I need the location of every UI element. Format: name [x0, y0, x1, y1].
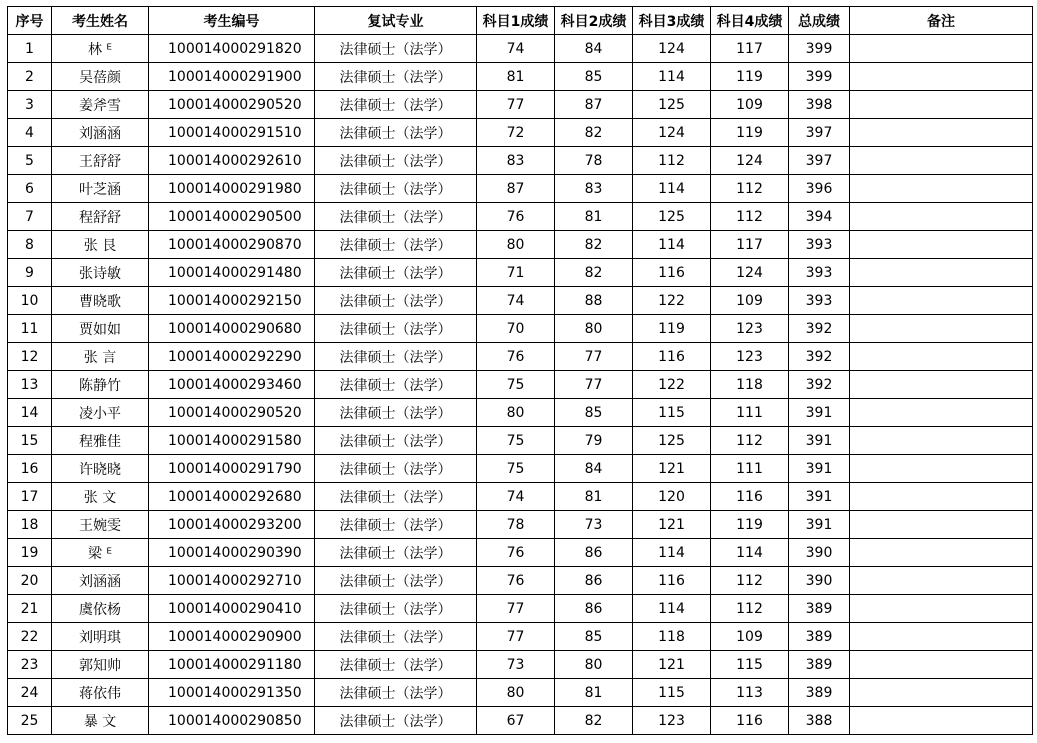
total-cell: 388 [789, 707, 850, 735]
seq-cell: 3 [8, 91, 52, 119]
name-cell: 张 文 [52, 483, 149, 511]
seq-cell: 7 [8, 203, 52, 231]
subject4-cell: 119 [711, 511, 789, 539]
subject3-cell: 115 [633, 399, 711, 427]
major-cell: 法律硕士（法学） [315, 35, 477, 63]
subject4-cell: 114 [711, 539, 789, 567]
subject2-cell: 81 [555, 483, 633, 511]
table-row [8, 567, 1033, 595]
subject2-header: 科目2成绩 [555, 7, 633, 35]
subject3-cell: 116 [633, 343, 711, 371]
seq-cell: 5 [8, 147, 52, 175]
name-cell: 叶芝涵 [52, 175, 149, 203]
table-row [8, 315, 1033, 343]
name-cell: 梁 ᴱ [52, 539, 149, 567]
subject2-cell: 82 [555, 119, 633, 147]
subject3-cell: 124 [633, 119, 711, 147]
remark-cell [850, 63, 1033, 91]
score-table [7, 6, 1033, 735]
table-row [8, 651, 1033, 679]
subject4-cell: 109 [711, 91, 789, 119]
name-cell: 暴 文 [52, 707, 149, 735]
subject1-cell: 67 [477, 707, 555, 735]
id-cell: 100014000290500 [149, 203, 315, 231]
subject4-cell: 123 [711, 315, 789, 343]
name-cell: 刘涵涵 [52, 119, 149, 147]
major-cell: 法律硕士（法学） [315, 91, 477, 119]
subject2-cell: 84 [555, 455, 633, 483]
subject1-header: 科目1成绩 [477, 7, 555, 35]
subject2-cell: 86 [555, 595, 633, 623]
remark-cell [850, 539, 1033, 567]
remark-cell [850, 203, 1033, 231]
name-cell: 虞依杨 [52, 595, 149, 623]
subject3-cell: 115 [633, 679, 711, 707]
name-cell: 曹晓歌 [52, 287, 149, 315]
subject1-cell: 76 [477, 539, 555, 567]
id-cell: 100014000292710 [149, 567, 315, 595]
subject4-cell: 112 [711, 203, 789, 231]
remark-cell [850, 595, 1033, 623]
subject3-cell: 123 [633, 707, 711, 735]
table-row [8, 455, 1033, 483]
total-cell: 393 [789, 231, 850, 259]
subject3-cell: 114 [633, 175, 711, 203]
total-cell: 397 [789, 119, 850, 147]
subject1-cell: 76 [477, 203, 555, 231]
id-cell: 100014000291510 [149, 119, 315, 147]
id-cell: 100014000293200 [149, 511, 315, 539]
table-row [8, 427, 1033, 455]
total-cell: 397 [789, 147, 850, 175]
id-cell: 100014000291480 [149, 259, 315, 287]
subject2-cell: 77 [555, 343, 633, 371]
seq-cell: 10 [8, 287, 52, 315]
remark-cell [850, 371, 1033, 399]
table-row [8, 679, 1033, 707]
total-cell: 393 [789, 259, 850, 287]
remark-cell [850, 315, 1033, 343]
subject4-cell: 123 [711, 343, 789, 371]
subject1-cell: 78 [477, 511, 555, 539]
total-cell: 392 [789, 315, 850, 343]
subject2-cell: 82 [555, 707, 633, 735]
id-cell: 100014000292290 [149, 343, 315, 371]
major-cell: 法律硕士（法学） [315, 371, 477, 399]
remark-cell [850, 623, 1033, 651]
id-cell: 100014000290410 [149, 595, 315, 623]
major-cell: 法律硕士（法学） [315, 231, 477, 259]
id-cell: 100014000292680 [149, 483, 315, 511]
total-cell: 399 [789, 35, 850, 63]
table-row [8, 119, 1033, 147]
subject4-cell: 119 [711, 63, 789, 91]
id-cell: 100014000290900 [149, 623, 315, 651]
subject3-cell: 114 [633, 539, 711, 567]
major-cell: 法律硕士（法学） [315, 427, 477, 455]
remark-cell [850, 511, 1033, 539]
seq-cell: 11 [8, 315, 52, 343]
remark-cell [850, 91, 1033, 119]
remark-cell [850, 455, 1033, 483]
subject2-cell: 84 [555, 35, 633, 63]
subject1-cell: 72 [477, 119, 555, 147]
total-cell: 391 [789, 399, 850, 427]
remark-cell [850, 343, 1033, 371]
name-cell: 贾如如 [52, 315, 149, 343]
id-cell: 100014000292150 [149, 287, 315, 315]
major-cell: 法律硕士（法学） [315, 623, 477, 651]
subject3-cell: 116 [633, 567, 711, 595]
subject4-cell: 113 [711, 679, 789, 707]
table-row [8, 595, 1033, 623]
total-cell: 389 [789, 623, 850, 651]
subject3-cell: 118 [633, 623, 711, 651]
subject4-cell: 124 [711, 259, 789, 287]
name-cell: 张 言 [52, 343, 149, 371]
seq-cell: 18 [8, 511, 52, 539]
id-cell: 100014000290850 [149, 707, 315, 735]
seq-cell: 12 [8, 343, 52, 371]
subject4-header: 科目4成绩 [711, 7, 789, 35]
id-cell: 100014000290520 [149, 91, 315, 119]
name-cell: 王婉雯 [52, 511, 149, 539]
remark-cell [850, 35, 1033, 63]
major-cell: 法律硕士（法学） [315, 287, 477, 315]
seq-cell: 22 [8, 623, 52, 651]
remark-cell [850, 287, 1033, 315]
major-cell: 法律硕士（法学） [315, 651, 477, 679]
name-cell: 郭知帅 [52, 651, 149, 679]
subject3-cell: 114 [633, 595, 711, 623]
major-cell: 法律硕士（法学） [315, 567, 477, 595]
subject3-cell: 121 [633, 455, 711, 483]
table-row [8, 399, 1033, 427]
total-cell: 392 [789, 371, 850, 399]
id-cell: 100014000291790 [149, 455, 315, 483]
subject3-header: 科目3成绩 [633, 7, 711, 35]
seq-cell: 25 [8, 707, 52, 735]
table-row [8, 483, 1033, 511]
subject1-cell: 76 [477, 567, 555, 595]
seq-cell: 23 [8, 651, 52, 679]
total-cell: 389 [789, 651, 850, 679]
subject2-cell: 87 [555, 91, 633, 119]
name-cell: 张 艮 [52, 231, 149, 259]
header-row [8, 7, 1033, 35]
subject2-cell: 85 [555, 63, 633, 91]
remark-cell [850, 427, 1033, 455]
seq-cell: 2 [8, 63, 52, 91]
subject1-cell: 83 [477, 147, 555, 175]
subject2-cell: 80 [555, 315, 633, 343]
total-cell: 391 [789, 427, 850, 455]
subject1-cell: 73 [477, 651, 555, 679]
subject3-cell: 125 [633, 91, 711, 119]
major-cell: 法律硕士（法学） [315, 539, 477, 567]
table-row [8, 539, 1033, 567]
subject2-cell: 82 [555, 231, 633, 259]
total-cell: 396 [789, 175, 850, 203]
id-cell: 100014000293460 [149, 371, 315, 399]
table-row [8, 287, 1033, 315]
major-cell: 法律硕士（法学） [315, 175, 477, 203]
subject2-cell: 85 [555, 399, 633, 427]
subject2-cell: 77 [555, 371, 633, 399]
major-header: 复试专业 [315, 7, 477, 35]
subject4-cell: 117 [711, 35, 789, 63]
subject1-cell: 77 [477, 623, 555, 651]
seq-cell: 1 [8, 35, 52, 63]
remark-header: 备注 [850, 7, 1033, 35]
total-cell: 393 [789, 287, 850, 315]
name-cell: 吴蓓颜 [52, 63, 149, 91]
subject3-cell: 114 [633, 231, 711, 259]
subject4-cell: 117 [711, 231, 789, 259]
subject3-cell: 119 [633, 315, 711, 343]
remark-cell [850, 707, 1033, 735]
subject1-cell: 77 [477, 595, 555, 623]
name-cell: 林 ᴱ [52, 35, 149, 63]
id-cell: 100014000290520 [149, 399, 315, 427]
seq-header: 序号 [8, 7, 52, 35]
table-row [8, 63, 1033, 91]
name-cell: 程舒舒 [52, 203, 149, 231]
total-cell: 389 [789, 679, 850, 707]
remark-cell [850, 119, 1033, 147]
seq-cell: 9 [8, 259, 52, 287]
seq-cell: 15 [8, 427, 52, 455]
subject4-cell: 111 [711, 399, 789, 427]
total-cell: 391 [789, 483, 850, 511]
total-cell: 391 [789, 511, 850, 539]
table-row [8, 511, 1033, 539]
remark-cell [850, 175, 1033, 203]
major-cell: 法律硕士（法学） [315, 511, 477, 539]
subject2-cell: 85 [555, 623, 633, 651]
id-cell: 100014000290390 [149, 539, 315, 567]
name-cell: 陈静竹 [52, 371, 149, 399]
subject2-cell: 82 [555, 259, 633, 287]
seq-cell: 16 [8, 455, 52, 483]
subject3-cell: 124 [633, 35, 711, 63]
table-row [8, 147, 1033, 175]
table-row [8, 707, 1033, 735]
name-header: 考生姓名 [52, 7, 149, 35]
table-row [8, 623, 1033, 651]
major-cell: 法律硕士（法学） [315, 63, 477, 91]
seq-cell: 24 [8, 679, 52, 707]
remark-cell [850, 399, 1033, 427]
subject3-cell: 116 [633, 259, 711, 287]
seq-cell: 20 [8, 567, 52, 595]
name-cell: 许晓晓 [52, 455, 149, 483]
total-cell: 392 [789, 343, 850, 371]
table-row [8, 175, 1033, 203]
id-header: 考生编号 [149, 7, 315, 35]
subject3-cell: 112 [633, 147, 711, 175]
subject2-cell: 86 [555, 539, 633, 567]
subject4-cell: 116 [711, 707, 789, 735]
id-cell: 100014000291980 [149, 175, 315, 203]
table-row [8, 203, 1033, 231]
id-cell: 100014000291580 [149, 427, 315, 455]
subject1-cell: 70 [477, 315, 555, 343]
total-cell: 394 [789, 203, 850, 231]
subject2-cell: 79 [555, 427, 633, 455]
subject4-cell: 112 [711, 567, 789, 595]
id-cell: 100014000291350 [149, 679, 315, 707]
id-cell: 100014000292610 [149, 147, 315, 175]
major-cell: 法律硕士（法学） [315, 399, 477, 427]
subject4-cell: 118 [711, 371, 789, 399]
subject4-cell: 124 [711, 147, 789, 175]
subject1-cell: 77 [477, 91, 555, 119]
total-cell: 389 [789, 595, 850, 623]
subject3-cell: 122 [633, 371, 711, 399]
subject1-cell: 81 [477, 63, 555, 91]
major-cell: 法律硕士（法学） [315, 679, 477, 707]
subject1-cell: 74 [477, 35, 555, 63]
subject1-cell: 75 [477, 427, 555, 455]
subject1-cell: 71 [477, 259, 555, 287]
table-row [8, 231, 1033, 259]
subject3-cell: 125 [633, 203, 711, 231]
seq-cell: 13 [8, 371, 52, 399]
subject3-cell: 121 [633, 651, 711, 679]
id-cell: 100014000291820 [149, 35, 315, 63]
subject1-cell: 75 [477, 455, 555, 483]
subject1-cell: 74 [477, 287, 555, 315]
remark-cell [850, 483, 1033, 511]
total-cell: 390 [789, 539, 850, 567]
subject4-cell: 115 [711, 651, 789, 679]
subject4-cell: 109 [711, 623, 789, 651]
seq-cell: 14 [8, 399, 52, 427]
subject2-cell: 88 [555, 287, 633, 315]
subject2-cell: 81 [555, 203, 633, 231]
subject3-cell: 114 [633, 63, 711, 91]
total-cell: 391 [789, 455, 850, 483]
table-row [8, 259, 1033, 287]
seq-cell: 19 [8, 539, 52, 567]
total-header: 总成绩 [789, 7, 850, 35]
remark-cell [850, 651, 1033, 679]
name-cell: 刘涵涵 [52, 567, 149, 595]
major-cell: 法律硕士（法学） [315, 259, 477, 287]
id-cell: 100014000290870 [149, 231, 315, 259]
subject1-cell: 87 [477, 175, 555, 203]
subject2-cell: 78 [555, 147, 633, 175]
subject1-cell: 75 [477, 371, 555, 399]
major-cell: 法律硕士（法学） [315, 119, 477, 147]
major-cell: 法律硕士（法学） [315, 483, 477, 511]
table-row [8, 343, 1033, 371]
remark-cell [850, 147, 1033, 175]
id-cell: 100014000290680 [149, 315, 315, 343]
subject4-cell: 112 [711, 595, 789, 623]
subject4-cell: 111 [711, 455, 789, 483]
name-cell: 蒋依伟 [52, 679, 149, 707]
major-cell: 法律硕士（法学） [315, 707, 477, 735]
remark-cell [850, 679, 1033, 707]
id-cell: 100014000291180 [149, 651, 315, 679]
subject4-cell: 119 [711, 119, 789, 147]
major-cell: 法律硕士（法学） [315, 343, 477, 371]
remark-cell [850, 259, 1033, 287]
seq-cell: 6 [8, 175, 52, 203]
subject1-cell: 80 [477, 399, 555, 427]
subject3-cell: 121 [633, 511, 711, 539]
total-cell: 398 [789, 91, 850, 119]
subject1-cell: 76 [477, 343, 555, 371]
subject2-cell: 80 [555, 651, 633, 679]
major-cell: 法律硕士（法学） [315, 315, 477, 343]
table-body [8, 35, 1033, 735]
seq-cell: 4 [8, 119, 52, 147]
subject2-cell: 73 [555, 511, 633, 539]
major-cell: 法律硕士（法学） [315, 203, 477, 231]
major-cell: 法律硕士（法学） [315, 595, 477, 623]
total-cell: 399 [789, 63, 850, 91]
subject1-cell: 74 [477, 483, 555, 511]
seq-cell: 21 [8, 595, 52, 623]
subject3-cell: 125 [633, 427, 711, 455]
name-cell: 王舒舒 [52, 147, 149, 175]
id-cell: 100014000291900 [149, 63, 315, 91]
table-row [8, 91, 1033, 119]
subject2-cell: 86 [555, 567, 633, 595]
table-row [8, 371, 1033, 399]
subject1-cell: 80 [477, 231, 555, 259]
name-cell: 凌小平 [52, 399, 149, 427]
name-cell: 程雅佳 [52, 427, 149, 455]
subject4-cell: 109 [711, 287, 789, 315]
remark-cell [850, 567, 1033, 595]
name-cell: 刘明琪 [52, 623, 149, 651]
seq-cell: 8 [8, 231, 52, 259]
subject1-cell: 80 [477, 679, 555, 707]
total-cell: 390 [789, 567, 850, 595]
subject3-cell: 122 [633, 287, 711, 315]
major-cell: 法律硕士（法学） [315, 147, 477, 175]
table-row [8, 35, 1033, 63]
seq-cell: 17 [8, 483, 52, 511]
name-cell: 张诗敏 [52, 259, 149, 287]
subject3-cell: 120 [633, 483, 711, 511]
remark-cell [850, 231, 1033, 259]
subject4-cell: 112 [711, 175, 789, 203]
subject4-cell: 112 [711, 427, 789, 455]
major-cell: 法律硕士（法学） [315, 455, 477, 483]
subject4-cell: 116 [711, 483, 789, 511]
subject2-cell: 81 [555, 679, 633, 707]
subject2-cell: 83 [555, 175, 633, 203]
name-cell: 姜斧雪 [52, 91, 149, 119]
